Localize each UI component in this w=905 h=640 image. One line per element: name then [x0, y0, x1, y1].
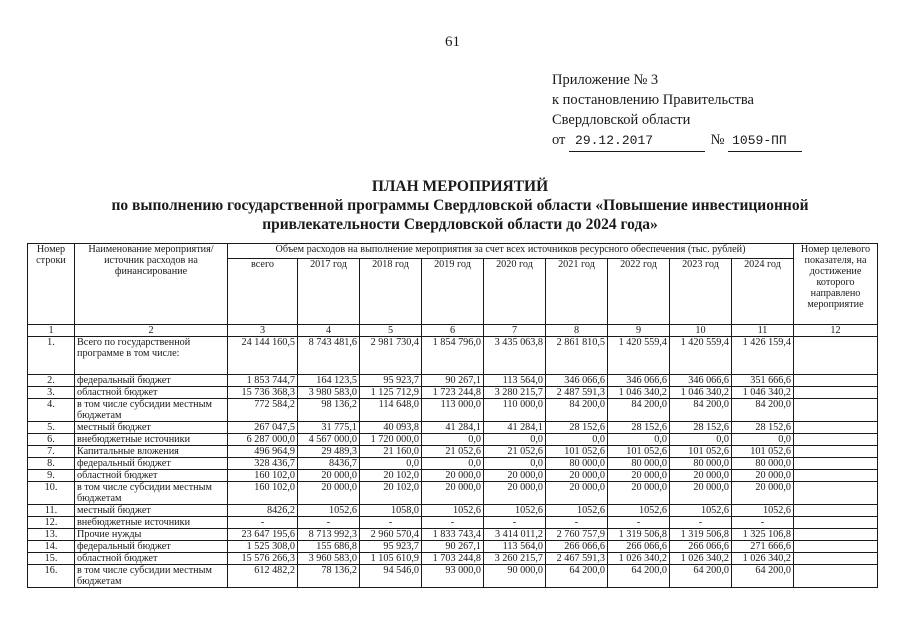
title-line-2: по выполнению государственной программы Свердловской области «Повышение инвестиционной: [111, 197, 809, 214]
value-cell: 20 000,0: [298, 482, 360, 505]
column-number-4: 4: [298, 325, 360, 337]
value-cell: 113 564,0: [484, 541, 546, 553]
value-cell: 80 000,0: [608, 458, 670, 470]
indicator-cell: [794, 434, 878, 446]
table-row: [28, 434, 878, 446]
row-name: Капитальные вложения: [75, 446, 228, 458]
value-cell: 64 200,0: [670, 565, 732, 588]
value-cell: 21 160,0: [360, 446, 422, 458]
column-number-8: 8: [546, 325, 608, 337]
value-cell: 8 713 992,3: [298, 529, 360, 541]
value-cell: 8436,7: [298, 458, 360, 470]
row-number: 11.: [28, 505, 75, 517]
table-row: [28, 565, 878, 588]
table-row: [28, 422, 878, 434]
value-cell: 1 420 559,4: [670, 337, 732, 375]
value-cell: 772 584,2: [228, 399, 298, 422]
value-cell: 95 923,7: [360, 541, 422, 553]
value-cell: 1 720 000,0: [360, 434, 422, 446]
value-cell: 84 200,0: [670, 399, 732, 422]
row-name: в том числе субсидии местным бюджетам: [75, 565, 228, 588]
value-cell: 1052,6: [608, 505, 670, 517]
row-name: областной бюджет: [75, 470, 228, 482]
value-cell: 21 052,6: [422, 446, 484, 458]
value-cell: 90 000,0: [484, 565, 546, 588]
value-cell: 155 686,8: [298, 541, 360, 553]
value-cell: 1 026 340,2: [732, 553, 794, 565]
value-cell: 20 102,0: [360, 482, 422, 505]
row-number: 3.: [28, 387, 75, 399]
value-cell: 101 052,6: [670, 446, 732, 458]
appendix-line-3: Свердловской области: [552, 112, 691, 128]
value-cell: 29 489,3: [298, 446, 360, 458]
column-number-2: 2: [75, 325, 228, 337]
value-cell: 1052,6: [546, 505, 608, 517]
header-name: Наименование мероприятия/ источник расходов на финансирование: [75, 244, 228, 325]
value-cell: 3 435 063,8: [484, 337, 546, 375]
value-cell: 90 267,1: [422, 375, 484, 387]
number-prefix: №: [710, 132, 725, 148]
decree-date: 29.12.2017: [569, 131, 705, 152]
value-cell: 15 736 368,3: [228, 387, 298, 399]
value-cell: 20 000,0: [670, 482, 732, 505]
column-number-9: 9: [608, 325, 670, 337]
row-number: 14.: [28, 541, 75, 553]
value-cell: 1 426 159,4: [732, 337, 794, 375]
column-number-10: 10: [670, 325, 732, 337]
value-cell: 4 567 000,0: [298, 434, 360, 446]
value-cell: 90 267,1: [422, 541, 484, 553]
value-cell: 266 066,6: [546, 541, 608, 553]
value-cell: 1 325 106,8: [732, 529, 794, 541]
value-cell: 24 144 160,5: [228, 337, 298, 375]
value-cell: 80 000,0: [732, 458, 794, 470]
value-cell: -: [422, 517, 484, 529]
value-cell: 20 102,0: [360, 470, 422, 482]
page-number: 61: [445, 34, 460, 50]
value-cell: 3 960 583,0: [298, 553, 360, 565]
value-cell: 328 436,7: [228, 458, 298, 470]
value-cell: 28 152,6: [670, 422, 732, 434]
row-name: областной бюджет: [75, 553, 228, 565]
value-cell: -: [732, 517, 794, 529]
value-cell: 84 200,0: [608, 399, 670, 422]
value-cell: 2 487 591,3: [546, 387, 608, 399]
row-number: 7.: [28, 446, 75, 458]
value-cell: 3 414 011,2: [484, 529, 546, 541]
indicator-cell: [794, 529, 878, 541]
value-cell: 1 853 744,7: [228, 375, 298, 387]
value-cell: 1052,6: [484, 505, 546, 517]
value-cell: 0,0: [546, 434, 608, 446]
value-cell: -: [484, 517, 546, 529]
value-cell: 28 152,6: [732, 422, 794, 434]
value-cell: 64 200,0: [732, 565, 794, 588]
value-cell: 20 000,0: [484, 482, 546, 505]
value-cell: 1 026 340,2: [608, 553, 670, 565]
value-cell: 267 047,5: [228, 422, 298, 434]
indicator-cell: [794, 337, 878, 375]
plan-table: [27, 243, 878, 588]
value-cell: 1 046 340,2: [608, 387, 670, 399]
appendix-block: [552, 70, 802, 152]
table-row: [28, 446, 878, 458]
value-cell: 1058,0: [360, 505, 422, 517]
title-line-1: ПЛАН МЕРОПРИЯТИЙ: [371, 178, 549, 195]
value-cell: 160 102,0: [228, 482, 298, 505]
value-cell: 266 066,6: [608, 541, 670, 553]
value-cell: 84 200,0: [732, 399, 794, 422]
value-cell: -: [608, 517, 670, 529]
row-name: в том числе субсидии местным бюджетам: [75, 399, 228, 422]
value-cell: 0,0: [732, 434, 794, 446]
column-number-5: 5: [360, 325, 422, 337]
value-cell: 95 923,7: [360, 375, 422, 387]
value-cell: 20 000,0: [732, 470, 794, 482]
row-name: федеральный бюджет: [75, 541, 228, 553]
value-cell: 0,0: [484, 434, 546, 446]
value-cell: 1 420 559,4: [608, 337, 670, 375]
table-row: [28, 482, 878, 505]
table-row: [28, 529, 878, 541]
value-cell: 1 105 610,9: [360, 553, 422, 565]
indicator-cell: [794, 387, 878, 399]
indicator-cell: [794, 422, 878, 434]
header-year-0: всего: [228, 259, 298, 325]
value-cell: 20 000,0: [298, 470, 360, 482]
value-cell: 1052,6: [670, 505, 732, 517]
value-cell: 160 102,0: [228, 470, 298, 482]
header-year-2: 2018 год: [360, 259, 422, 325]
table-row: [28, 553, 878, 565]
value-cell: 113 564,0: [484, 375, 546, 387]
value-cell: 23 647 195,6: [228, 529, 298, 541]
header-row-number: Номер строки: [28, 244, 75, 325]
row-number: 5.: [28, 422, 75, 434]
header-year-1: 2017 год: [298, 259, 360, 325]
indicator-cell: [794, 470, 878, 482]
value-cell: 6 287 000,0: [228, 434, 298, 446]
value-cell: 0,0: [422, 458, 484, 470]
column-number-7: 7: [484, 325, 546, 337]
value-cell: 1 854 796,0: [422, 337, 484, 375]
value-cell: 41 284,1: [422, 422, 484, 434]
value-cell: 40 093,8: [360, 422, 422, 434]
value-cell: 346 066,6: [608, 375, 670, 387]
value-cell: 20 000,0: [670, 470, 732, 482]
value-cell: 2 760 757,9: [546, 529, 608, 541]
value-cell: 346 066,6: [670, 375, 732, 387]
value-cell: 20 000,0: [546, 470, 608, 482]
value-cell: 21 052,6: [484, 446, 546, 458]
value-cell: 351 666,6: [732, 375, 794, 387]
value-cell: -: [228, 517, 298, 529]
table-row: [28, 387, 878, 399]
header-year-3: 2019 год: [422, 259, 484, 325]
value-cell: 3 980 583,0: [298, 387, 360, 399]
value-cell: 110 000,0: [484, 399, 546, 422]
value-cell: 2 467 591,3: [546, 553, 608, 565]
row-number: 8.: [28, 458, 75, 470]
table-row: [28, 458, 878, 470]
value-cell: 20 000,0: [484, 470, 546, 482]
value-cell: 8426,2: [228, 505, 298, 517]
row-number: 12.: [28, 517, 75, 529]
indicator-cell: [794, 541, 878, 553]
value-cell: 31 775,1: [298, 422, 360, 434]
value-cell: -: [298, 517, 360, 529]
table-row: [28, 399, 878, 422]
indicator-cell: [794, 517, 878, 529]
value-cell: 28 152,6: [608, 422, 670, 434]
header-year-5: 2021 год: [546, 259, 608, 325]
value-cell: 1 046 340,2: [670, 387, 732, 399]
value-cell: 1 319 506,8: [670, 529, 732, 541]
column-number-6: 6: [422, 325, 484, 337]
header-year-4: 2020 год: [484, 259, 546, 325]
value-cell: 1 723 244,8: [422, 387, 484, 399]
value-cell: 0,0: [484, 458, 546, 470]
value-cell: 1 319 506,8: [608, 529, 670, 541]
appendix-date-line: [552, 130, 802, 152]
value-cell: 1052,6: [422, 505, 484, 517]
indicator-cell: [794, 446, 878, 458]
row-name: местный бюджет: [75, 505, 228, 517]
decree-number: 1059-ПП: [728, 131, 802, 152]
value-cell: 80 000,0: [670, 458, 732, 470]
row-number: 2.: [28, 375, 75, 387]
value-cell: 1 525 308,0: [228, 541, 298, 553]
indicator-cell: [794, 553, 878, 565]
value-cell: 3 260 215,7: [484, 553, 546, 565]
row-number: 15.: [28, 553, 75, 565]
column-numbers-row: [28, 325, 878, 337]
row-name: федеральный бюджет: [75, 375, 228, 387]
column-number-11: 11: [732, 325, 794, 337]
row-number: 6.: [28, 434, 75, 446]
header-year-8: 2024 год: [732, 259, 794, 325]
value-cell: 101 052,6: [732, 446, 794, 458]
value-cell: 2 861 810,5: [546, 337, 608, 375]
value-cell: 1 046 340,2: [732, 387, 794, 399]
title-line-3: привлекательности Свердловской области до 2024 года»: [262, 216, 658, 233]
row-name: Прочие нужды: [75, 529, 228, 541]
value-cell: 78 136,2: [298, 565, 360, 588]
header-indicator: Номер целевого показателя, на достижение которого направлено мероприятие: [794, 244, 878, 325]
value-cell: 271 666,6: [732, 541, 794, 553]
value-cell: 1052,6: [298, 505, 360, 517]
value-cell: 20 000,0: [608, 482, 670, 505]
appendix-line-1: Приложение № 3: [552, 72, 659, 88]
value-cell: 64 200,0: [608, 565, 670, 588]
value-cell: 64 200,0: [546, 565, 608, 588]
value-cell: 3 280 215,7: [484, 387, 546, 399]
row-name: местный бюджет: [75, 422, 228, 434]
value-cell: 164 123,5: [298, 375, 360, 387]
document-title: [60, 177, 860, 234]
date-prefix: от: [552, 132, 566, 148]
value-cell: 1 026 340,2: [670, 553, 732, 565]
value-cell: 1 125 712,9: [360, 387, 422, 399]
value-cell: 93 000,0: [422, 565, 484, 588]
indicator-cell: [794, 505, 878, 517]
table-row: [28, 375, 878, 387]
row-name: областной бюджет: [75, 387, 228, 399]
table-row: [28, 505, 878, 517]
value-cell: 98 136,2: [298, 399, 360, 422]
value-cell: 1052,6: [732, 505, 794, 517]
row-name: в том числе субсидии местным бюджетам: [75, 482, 228, 505]
row-name: внебюджетные источники: [75, 434, 228, 446]
value-cell: 41 284,1: [484, 422, 546, 434]
column-number-1: 1: [28, 325, 75, 337]
value-cell: 612 482,2: [228, 565, 298, 588]
header-year-7: 2023 год: [670, 259, 732, 325]
row-name: Всего по государственной программе в том числе:: [75, 337, 228, 375]
value-cell: -: [670, 517, 732, 529]
value-cell: 1 833 743,4: [422, 529, 484, 541]
value-cell: 266 066,6: [670, 541, 732, 553]
value-cell: 1 703 244,8: [422, 553, 484, 565]
value-cell: 15 576 266,3: [228, 553, 298, 565]
indicator-cell: [794, 399, 878, 422]
appendix-line-2: к постановлению Правительства: [552, 92, 754, 108]
value-cell: 101 052,6: [608, 446, 670, 458]
value-cell: 8 743 481,6: [298, 337, 360, 375]
value-cell: 84 200,0: [546, 399, 608, 422]
value-cell: 20 000,0: [608, 470, 670, 482]
indicator-cell: [794, 375, 878, 387]
value-cell: 20 000,0: [422, 470, 484, 482]
row-number: 4.: [28, 399, 75, 422]
value-cell: 0,0: [608, 434, 670, 446]
row-number: 1.: [28, 337, 75, 375]
row-number: 9.: [28, 470, 75, 482]
value-cell: 0,0: [360, 458, 422, 470]
row-number: 10.: [28, 482, 75, 505]
row-number: 16.: [28, 565, 75, 588]
indicator-cell: [794, 482, 878, 505]
value-cell: 346 066,6: [546, 375, 608, 387]
header-expenses-group: Объем расходов на выполнение мероприятия за счет всех источников ресурсного обеспечения (тыс. рублей): [228, 244, 794, 259]
value-cell: 113 000,0: [422, 399, 484, 422]
indicator-cell: [794, 458, 878, 470]
value-cell: 80 000,0: [546, 458, 608, 470]
value-cell: 2 960 570,4: [360, 529, 422, 541]
table-row: [28, 337, 878, 375]
row-name: внебюджетные источники: [75, 517, 228, 529]
column-number-12: 12: [794, 325, 878, 337]
indicator-cell: [794, 565, 878, 588]
row-name: федеральный бюджет: [75, 458, 228, 470]
value-cell: 20 000,0: [732, 482, 794, 505]
value-cell: 101 052,6: [546, 446, 608, 458]
table-row: [28, 517, 878, 529]
value-cell: 94 546,0: [360, 565, 422, 588]
value-cell: -: [546, 517, 608, 529]
value-cell: 2 981 730,4: [360, 337, 422, 375]
value-cell: 0,0: [670, 434, 732, 446]
value-cell: 20 000,0: [422, 482, 484, 505]
table-row: [28, 470, 878, 482]
header-year-6: 2022 год: [608, 259, 670, 325]
table-row: [28, 541, 878, 553]
column-number-3: 3: [228, 325, 298, 337]
value-cell: 0,0: [422, 434, 484, 446]
value-cell: 496 964,9: [228, 446, 298, 458]
value-cell: 114 648,0: [360, 399, 422, 422]
value-cell: 20 000,0: [546, 482, 608, 505]
value-cell: -: [360, 517, 422, 529]
value-cell: 28 152,6: [546, 422, 608, 434]
row-number: 13.: [28, 529, 75, 541]
